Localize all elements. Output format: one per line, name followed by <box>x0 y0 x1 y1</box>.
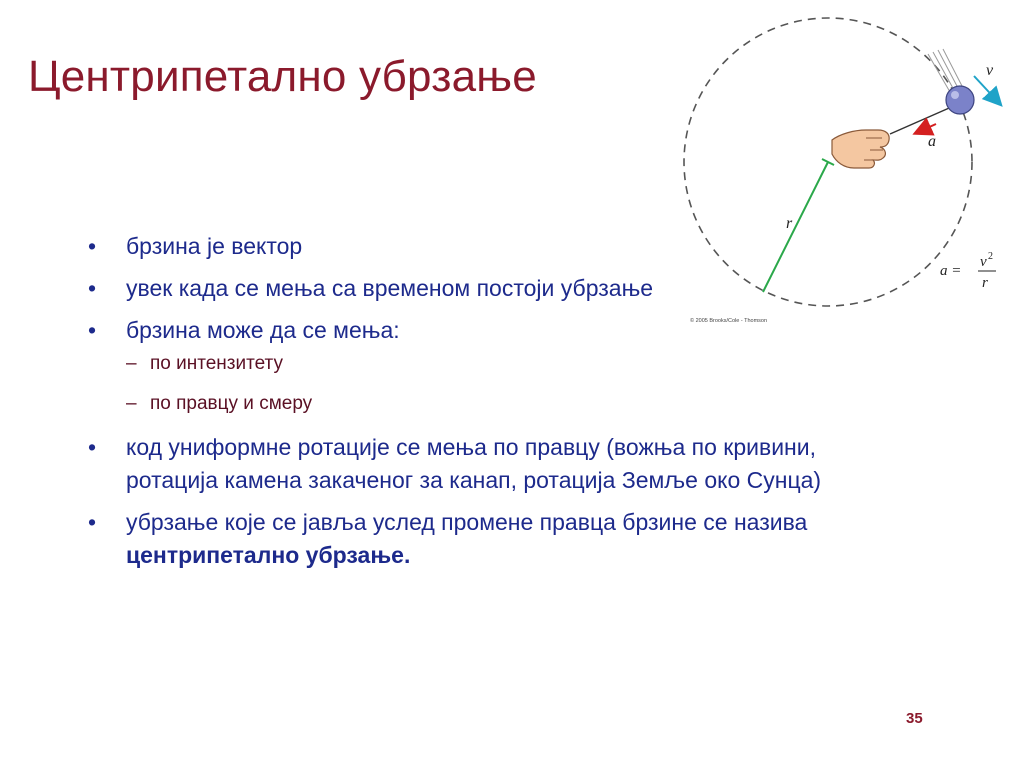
centripetal-formula <box>940 251 996 291</box>
centripetal-term: центрипетално убрзање. <box>126 542 411 568</box>
velocity-arrow <box>974 76 1000 104</box>
bullet-velocity-vector <box>88 230 868 263</box>
motion-streaks <box>928 49 962 92</box>
figure-copyright: © 2005 Brooks/Cole - Thomson <box>690 318 768 324</box>
bullet-text: брзина је вектор <box>126 233 303 259</box>
bullet-text: код униформне ротације се мења по правцу (вожња по кривини, ротација камена закаченог за канап, ротација Земље око Сунца) <box>126 434 822 493</box>
formula-exponent: 2 <box>988 251 993 262</box>
bullet-text: брзина може да се мења: <box>126 317 400 343</box>
bullet-velocity-can-change <box>88 314 868 417</box>
formula-denominator: r <box>982 275 988 291</box>
acceleration-label: a <box>928 133 936 150</box>
sub-list <box>126 351 868 417</box>
slide-title: Центрипетално убрзање <box>28 52 537 101</box>
sub-item-intensity: – по интензитету <box>126 351 868 377</box>
bullet-text: увек када се мења са временом постоји убрзање <box>126 275 654 301</box>
sub-item-direction: – по правцу и смеру <box>126 391 868 417</box>
formula-numerator: v <box>980 254 987 270</box>
radius-label: r <box>786 215 793 232</box>
bullet-centripetal-definition <box>88 506 868 572</box>
ball-icon <box>946 86 974 114</box>
page-number: 35 <box>906 710 923 727</box>
hand-icon <box>832 130 889 168</box>
bullet-uniform-rotation <box>88 431 868 497</box>
bullet-acceleration-exists <box>88 272 868 305</box>
bullet-list <box>88 230 868 581</box>
formula-lhs: a = <box>940 263 962 279</box>
bullet-text: убрзање које се јавља услед промене правца брзине се назива <box>126 509 808 535</box>
acceleration-arrow <box>916 124 936 133</box>
ball-highlight <box>951 91 959 99</box>
velocity-label: v <box>986 62 994 79</box>
